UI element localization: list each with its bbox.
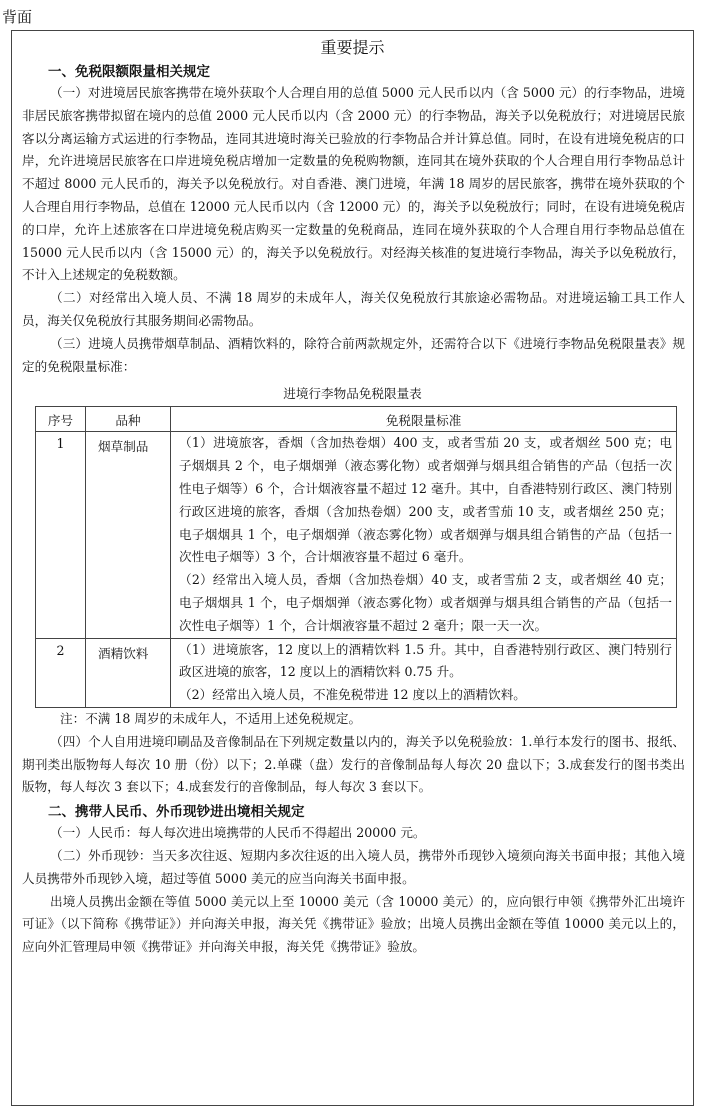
duty-free-quota-table — [35, 406, 677, 708]
standard-clause-1: （1）进境旅客，12 度以上的酒精饮料 1.5 升。其中，自香港特别行政区、澳门特别行政区进境的旅客，12 度以上的酒精饮料 0.75 升。 — [179, 641, 672, 680]
notice-frame — [11, 30, 694, 1106]
table-caption: 进境行李物品免税限量表 — [283, 386, 422, 402]
paragraph-1-1: （一）对进境居民旅客携带在境外获取个人合理自用的总值 5000 元人民币以内（含 5000 元）的行李物品，进境非居民旅客携带拟留在境内的总值 2000 元人民币以内（含 2000 元）的行李物品，海关予以免税放行；对进境居民旅客以分离运输方式运进的行李物品，连同其进境时海关已验放的行李物品合并计算总值。同时，在设有进境免税店的口岸，允许进境居民旅客在口岸进境免税店增加一定数量的免税购物额，连同其在境外获取的个人合理自用行李物品总计不超过 8000 元人民币的，海关予以免税放行。对自香港、澳门进境，年满 18 周岁的居民旅客，携带在境外获取的个人合理自用行李物品，总值在 12000 元人民币以内（含 12000 元）的，海关予以免税放行；同时，在设有进境免税店的口岸，允许上述旅客在口岸进境免税店购买一定数量的免税商品，连同在境外获取的个人合理自用行李物品总值在 15000 元人民币以内（含 15000 元）的，海关予以免税放行。对经海关核准的复进境行李物品，海关予以免税放行，不计入上述规定的免税数额。 — [22, 85, 685, 283]
paragraph-1-3: （三）进境人员携带烟草制品、酒精饮料的，除符合前两款规定外，还需符合以下《进境行李物品免税限量表》规定的免税限量标准： — [22, 335, 685, 374]
table-header-standard: 免税限量标准 — [171, 407, 677, 432]
paragraph-1-4: （四）个人自用进境印刷品及音像制品在下列规定数量以内的，海关予以免税验放：1.单行本发行的图书、报纸、期刊类出版物每人每次 10 册（份）以下；2.单碟（盘）发行的音像制品每人每次 20 盘以下；3.成套发行的图书类出版物，每人每次 3 套以下；4.成套发行的音像制品，每人每次 3 套以下。 — [22, 733, 685, 795]
row-number: 2 — [36, 638, 86, 707]
section-heading-duty-free: 一、免税限额限量相关规定 — [48, 64, 210, 80]
section-heading-currency: 二、携带人民币、外币现钞进出境相关规定 — [48, 804, 305, 821]
standard-clause-2: （2）经常出入境人员，香烟（含加热卷烟）40 支，或者雪茄 2 支，或者烟丝 40 克；电子烟烟具 1 个，电子烟烟弹（液态雾化物）或者烟弹与烟具组合销售的产品（包括一次性电子烟等）1 个，合计烟液容量不超过 2 毫升；限一天一次。 — [179, 572, 672, 633]
standard-clause-1: （1）进境旅客，香烟（含加热卷烟）400 支，或者雪茄 20 支，或者烟丝 500 克；电子烟烟具 2 个，电子烟烟弹（液态雾化物）或者烟弹与烟具组合销售的产品（包括一次性电子烟等）6 个，合计烟液容量不超过 12 毫升。其中，自香港特别行政区、澳门特别行政区进境的旅客，香烟（含加热卷烟）200 支，或者雪茄 10 支，或者烟丝 250 克；电子烟烟具 1 个，电子烟烟弹（液态雾化物）或者烟弹与烟具组合销售的产品（包括一次性电子烟等）3 个，合计烟液容量不超过 6 毫升。 — [179, 435, 672, 565]
paragraph-2-1: （一）人民币：每人每次进出境携带的人民币不得超出 20000 元。 — [50, 825, 426, 841]
row-item: 酒精饮料 — [86, 638, 171, 707]
table-header-no: 序号 — [36, 407, 86, 432]
table-header-item: 品种 — [86, 407, 171, 432]
table-note: 注：不满 18 周岁的未成年人，不适用上述免税规定。 — [60, 710, 362, 726]
paragraph-2-2: （二）外币现钞：当天多次往返、短期内多次往返的出入境人员，携带外币现钞入境须向海关书面申报；其他入境人员携带外币现钞入境，超过等值 5000 美元的应当向海关书面申报。 — [22, 847, 685, 886]
page-title: 重要提示 — [320, 38, 385, 57]
table-row — [36, 432, 677, 638]
standard-clause-2: （2）经常出入境人员，不准免税带进 12 度以上的酒精饮料。 — [179, 687, 526, 703]
paragraph-1-2: （二）对经常出入境人员、不满 18 周岁的未成年人，海关仅免税放行其旅途必需物品。对进境运输工具工作人员，海关仅免税放行其服务期间必需物品。 — [22, 290, 685, 328]
table-row — [36, 638, 677, 707]
paragraph-2-3: 出境人员携出金额在等值 5000 美元以上至 10000 美元（含 10000 美元）的，应向银行申领《携带外汇出境许可证》（以下简称《携带证》）并向海关申报，海关凭《携带证》验放；出境人员携出金额在等值 10000 美元以上的，应向外汇管理局申领《携带证》并向海关申报，海关凭《携带证》验放。 — [22, 893, 685, 955]
row-standard — [171, 432, 677, 638]
row-item: 烟草制品 — [86, 432, 171, 638]
row-number: 1 — [36, 432, 86, 638]
table-header-row — [36, 407, 677, 432]
row-standard — [171, 638, 677, 707]
back-side-label: 背面 — [2, 8, 33, 26]
